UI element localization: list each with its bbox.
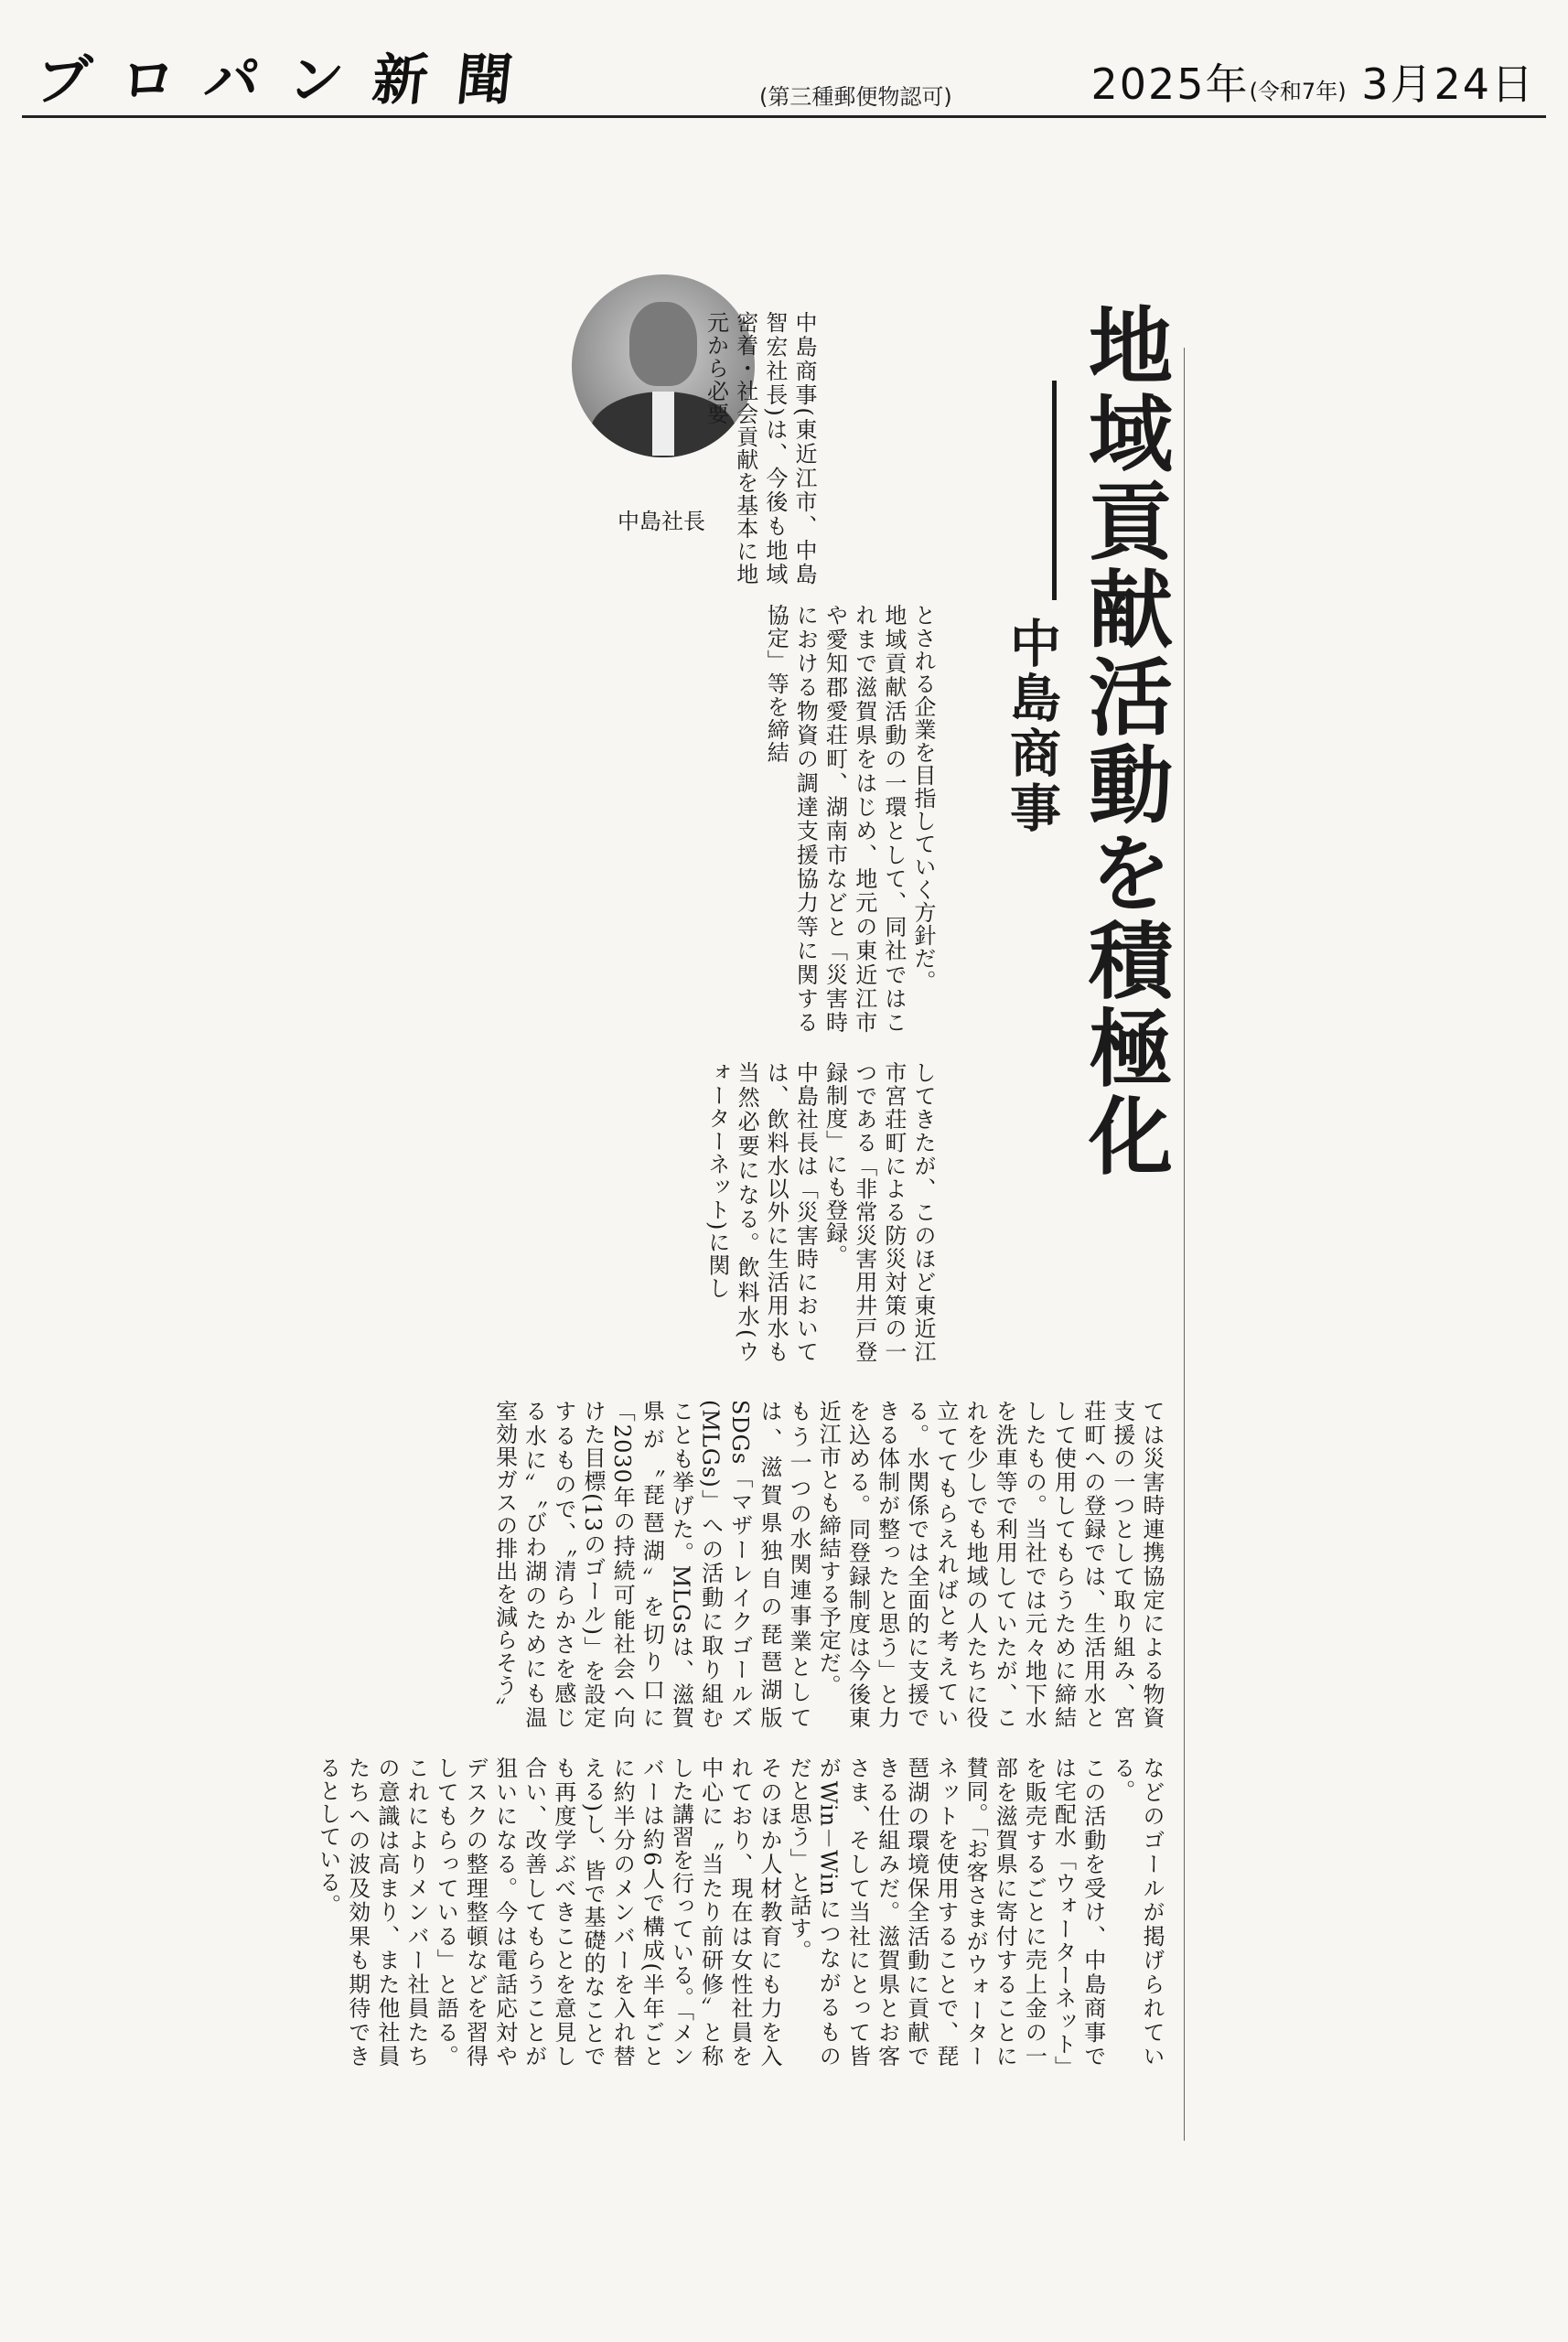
article-column-4: ては災害時連携協定による物資支援の一つとして取り組み、宮荘町への登録では、生活用水として使用してもらうために締結したもの。当社では元々地下水を洗車等で利用していたが、これを少しでも地域の人たちに役立ててもらえればと考えている。水関係では全面的に支援できる体制が整ったと思う」と力を込める。同登録制度は今後東近江市とも締結する予定だ。 もう一つの水関連事業としては、滋賀県独自の琵琶湖版SDGs「マザーレイクゴールズ(MLGs)」への活動に取り組むことも挙げた。MLGsは、滋賀県が〝琵琶湖〟を切り口に「2030年の持続可能社会へ向けた目標(13のゴール)」を設定するもので、〝清らかさを感じる水に〟〝びわ湖のためにも温室効果ガスの排出を減らそう〟 (491, 1400, 1165, 1729)
issue-year: 2025年 (1090, 59, 1250, 109)
company-name: 中島商事 (1002, 617, 1061, 836)
masthead-rule (22, 115, 1546, 118)
issue-month-day: 3月24日 (1361, 59, 1535, 109)
postal-permit: (第三種郵便物認可) (759, 84, 952, 110)
photo-caption: 中島社長 (618, 509, 705, 534)
issue-date (1090, 51, 1535, 112)
article-column-2: とされる企業を目指していく方針だ。 地域貢献活動の一環として、同社ではこれまで滋賀県をはじめ、地元の東近江市や愛知郡愛荘町、湖南市などと「災害時における物資の調達支援協力等に関する協定」等を締結 (763, 604, 936, 1034)
paper-name: ブロパン新聞 (32, 48, 545, 113)
issue-era: (令和7年) (1249, 79, 1347, 104)
article-column-3: してきたが、このほど東近江市宮荘町による防災対策の一つである「非常災害用井戸登録制度」にも登録。 中島社長は「災害時においては、飲料水以外に生活用水も当然必要になる。飲料水(ウォーターネット)に関し (703, 1061, 936, 1363)
subhead-dash (1052, 381, 1057, 600)
article-column-5: などのゴールが掲げられている。 この活動を受け、中島商事では宅配水「ウォーターネット」を販売するごとに売上金の一部を滋賀県に寄付することに賛同。「お客さまがウォーターネットを使用することで、琵琶湖の環境保全活動に貢献できる仕組みだ。滋賀県とお客さま、そして当社にとって皆がWin－Winにつながるものだと思う」と話す。 そのほか人材教育にも力を入れており、現在は女性社員を中心に〝当たり前研修〟と称した講習を行っている。「メンバーは約6人で構成(半年ごとに約半分のメンバーを入れ替える)し、皆で基礎的なことでも再度学ぶべきことを意見し合い、改善してもらうことが狙いになる。今は電話応対やデスクの整理整頓などを習得してもらっている」と語る。これによりメンバー社員たちの意識は高まり、また他社員たちへの波及効果も期待できるとしている。 (315, 1756, 1165, 2068)
article-column-1: 中島商事(東近江市、中島智宏社長)は、今後も地域密着・社会貢献を基本に地元から必要 (703, 311, 817, 586)
article (306, 302, 1185, 2159)
company-subhead (1002, 381, 1061, 836)
masthead (0, 0, 1568, 137)
headline: 地域貢献活動を積極化 (1075, 302, 1174, 1180)
article-border (1184, 348, 1185, 2141)
